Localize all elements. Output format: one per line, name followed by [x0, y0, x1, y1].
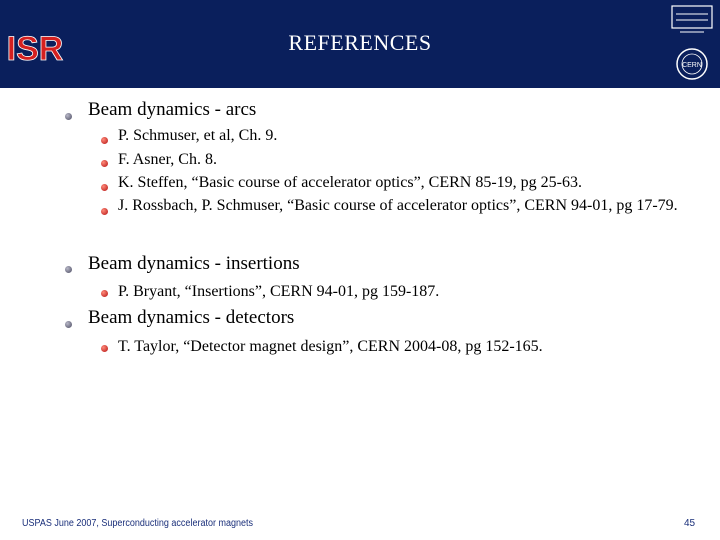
reference-item: P. Schmuser, et al, Ch. 9. [118, 127, 278, 144]
bullet-icon [101, 290, 108, 297]
reference-item: F. Asner, Ch. 8. [118, 151, 217, 168]
bullet-icon [65, 321, 72, 328]
bullet-icon [101, 184, 108, 191]
bullet-icon [65, 266, 72, 273]
bullet-icon [101, 137, 108, 144]
bullet-icon [101, 345, 108, 352]
cern-logo-text: CERN [682, 62, 702, 69]
reference-item: T. Taylor, “Detector magnet design”, CERN 2004-08, pg 152-165. [118, 338, 543, 355]
reference-item: K. Steffen, “Basic course of accelerator optics”, CERN 85-19, pg 25-63. [118, 174, 583, 191]
bullet-icon [101, 208, 108, 215]
page-title: REFERENCES [288, 30, 432, 55]
page-number: 45 [684, 518, 696, 529]
section-heading: Beam dynamics - detectors [88, 307, 295, 328]
reference-item: P. Bryant, “Insertions”, CERN 94-01, pg 159-187. [118, 283, 440, 300]
reference-item: J. Rossbach, P. Schmuser, “Basic course of accelerator optics”, CERN 94-01, pg 17-79. [118, 197, 678, 214]
isr-logo-text: ISR [6, 30, 64, 68]
section-heading: Beam dynamics - arcs [88, 99, 257, 120]
section-heading: Beam dynamics - insertions [88, 253, 300, 274]
bullet-icon [101, 160, 108, 167]
footer-text: USPAS June 2007, Superconducting accelerator magnets [22, 518, 253, 529]
bullet-icon [65, 113, 72, 120]
